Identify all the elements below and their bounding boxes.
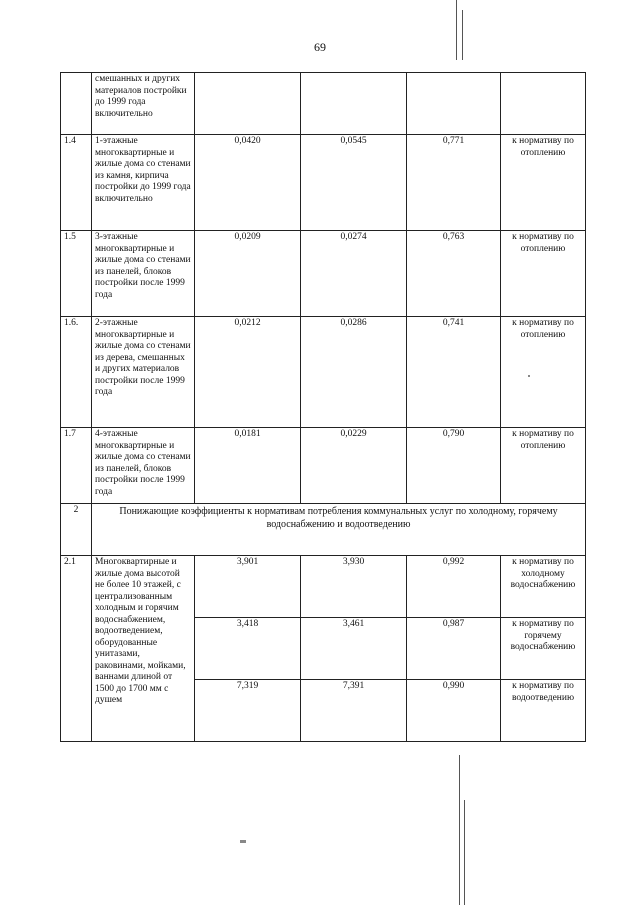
row-number: 1.7: [61, 428, 92, 504]
scan-speck: [240, 840, 246, 843]
row-note: к нормативу по водоотведению: [501, 680, 586, 742]
row-value-3: 0,990: [407, 680, 501, 742]
scan-artifact-line: [456, 0, 457, 60]
page-number: 69: [314, 40, 326, 54]
row-description: 1-этажные многоквартирные и жилые дома со стенами из камня, кирпича постройки до 1999 года включительно: [92, 135, 195, 231]
row-value-1: 0,0181: [195, 428, 301, 504]
scan-artifact-line: [459, 755, 460, 905]
row-note: к нормативу по отоплению: [501, 428, 586, 504]
row-description: смешанных и других материалов постройки до 1999 года включительно: [92, 73, 195, 135]
table-row: [61, 231, 586, 317]
row-description: 4-этажные многоквартирные и жилые дома со стенами из панелей, блоков постройки после 1999 года: [92, 428, 195, 504]
scan-artifact-line: [462, 10, 463, 60]
row-number: 2.1: [61, 556, 92, 742]
table-row: [61, 556, 586, 618]
row-description: Многоквартирные и жилые дома высотой не более 10 этажей, с централизованным холодным и горячим водоснабжением, водоотведением, оборудованные унитазами, раковинами, мойками, ваннами длиной от 1500 до 1700 мм с душем: [92, 556, 195, 742]
coefficients-table: [60, 72, 586, 742]
row-number: 1.6.: [61, 317, 92, 428]
table-row: [61, 428, 586, 504]
row-description: 3-этажные многоквартирные и жилые дома со стенами из панелей, блоков постройки после 1999 года: [92, 231, 195, 317]
row-note: к нормативу по отоплению: [501, 231, 586, 317]
row-value-2: 0,0229: [301, 428, 407, 504]
row-note: [501, 73, 586, 135]
row-value-2: 3,461: [301, 618, 407, 680]
table-row: [61, 73, 586, 135]
row-value-3: 0,763: [407, 231, 501, 317]
section-title: Понижающие коэффициенты к нормативам потребления коммунальных услуг по холодному, горячему водоснабжению и водоотведению: [92, 504, 586, 556]
scan-artifact-line: [464, 800, 465, 905]
row-value-2: 0,0545: [301, 135, 407, 231]
row-value-2: 7,391: [301, 680, 407, 742]
row-value-1: 0,0212: [195, 317, 301, 428]
row-value-3: [407, 73, 501, 135]
section-number: 2: [61, 504, 92, 556]
table-row: [61, 317, 586, 428]
row-value-2: [301, 73, 407, 135]
row-value-2: 3,930: [301, 556, 407, 618]
row-value-1: 0,0209: [195, 231, 301, 317]
scan-speck: [528, 375, 530, 377]
row-description: 2-этажные многоквартирные и жилые дома со стенами из дерева, смешанных и других материалов постройки после 1999 года: [92, 317, 195, 428]
row-value-1: 0,0420: [195, 135, 301, 231]
row-number: 1.4: [61, 135, 92, 231]
row-note: к нормативу по отоплению: [501, 135, 586, 231]
row-note: к нормативу по отоплению: [501, 317, 586, 428]
row-number: 1.5: [61, 231, 92, 317]
row-value-2: 0,0286: [301, 317, 407, 428]
row-note: к нормативу по холодному водоснабжению: [501, 556, 586, 618]
row-note: к нормативу по горячему водоснабжению: [501, 618, 586, 680]
table-row: [61, 135, 586, 231]
row-value-3: 0,771: [407, 135, 501, 231]
section-header-row: [61, 504, 586, 556]
row-value-1: 3,418: [195, 618, 301, 680]
row-value-3: 0,992: [407, 556, 501, 618]
row-value-2: 0,0274: [301, 231, 407, 317]
row-value-3: 0,987: [407, 618, 501, 680]
row-value-1: [195, 73, 301, 135]
row-value-3: 0,741: [407, 317, 501, 428]
row-value-1: 3,901: [195, 556, 301, 618]
row-number: [61, 73, 92, 135]
row-value-3: 0,790: [407, 428, 501, 504]
row-value-1: 7,319: [195, 680, 301, 742]
